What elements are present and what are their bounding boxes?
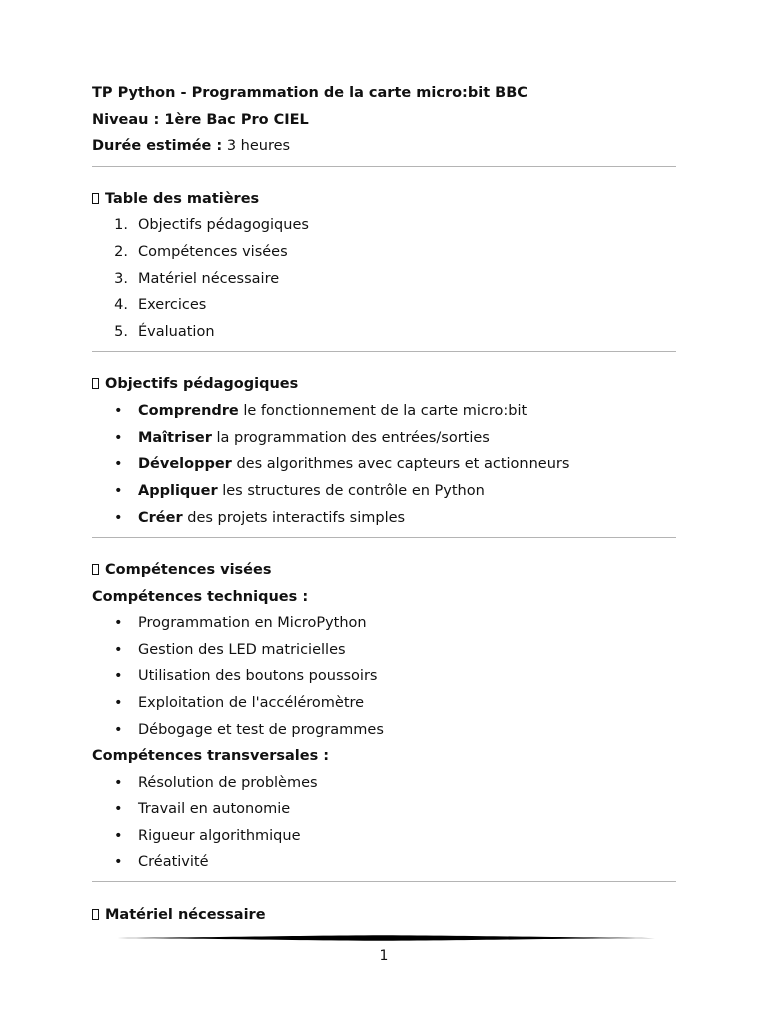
section-divider xyxy=(92,351,676,352)
section-divider xyxy=(92,537,676,538)
level-line: Niveau : 1ère Bac Pro CIEL xyxy=(92,112,309,128)
missing-glyph-icon xyxy=(92,378,99,389)
section-divider xyxy=(92,881,676,882)
toc-heading: Table des matières xyxy=(92,190,259,208)
objectives-heading: Objectifs pédagogiques xyxy=(92,375,298,393)
missing-glyph-icon xyxy=(92,564,99,575)
duration-value: 3 heures xyxy=(222,138,291,154)
missing-glyph-icon xyxy=(92,193,99,204)
page-number: 1 xyxy=(379,948,389,964)
materials-heading: Matériel nécessaire xyxy=(92,906,266,924)
section-divider xyxy=(92,166,676,167)
duration-line xyxy=(92,137,290,155)
footer-ornament-rule xyxy=(106,932,662,944)
technical-skills-heading: Compétences techniques : xyxy=(92,589,309,605)
transversal-skills-heading: Compétences transversales : xyxy=(92,748,330,764)
skills-heading: Compétences visées xyxy=(92,561,271,579)
duration-label: Durée estimée : xyxy=(92,138,223,154)
missing-glyph-icon xyxy=(92,909,99,920)
document-title: TP Python - Programmation de la carte micro:bit BBC xyxy=(92,85,528,101)
